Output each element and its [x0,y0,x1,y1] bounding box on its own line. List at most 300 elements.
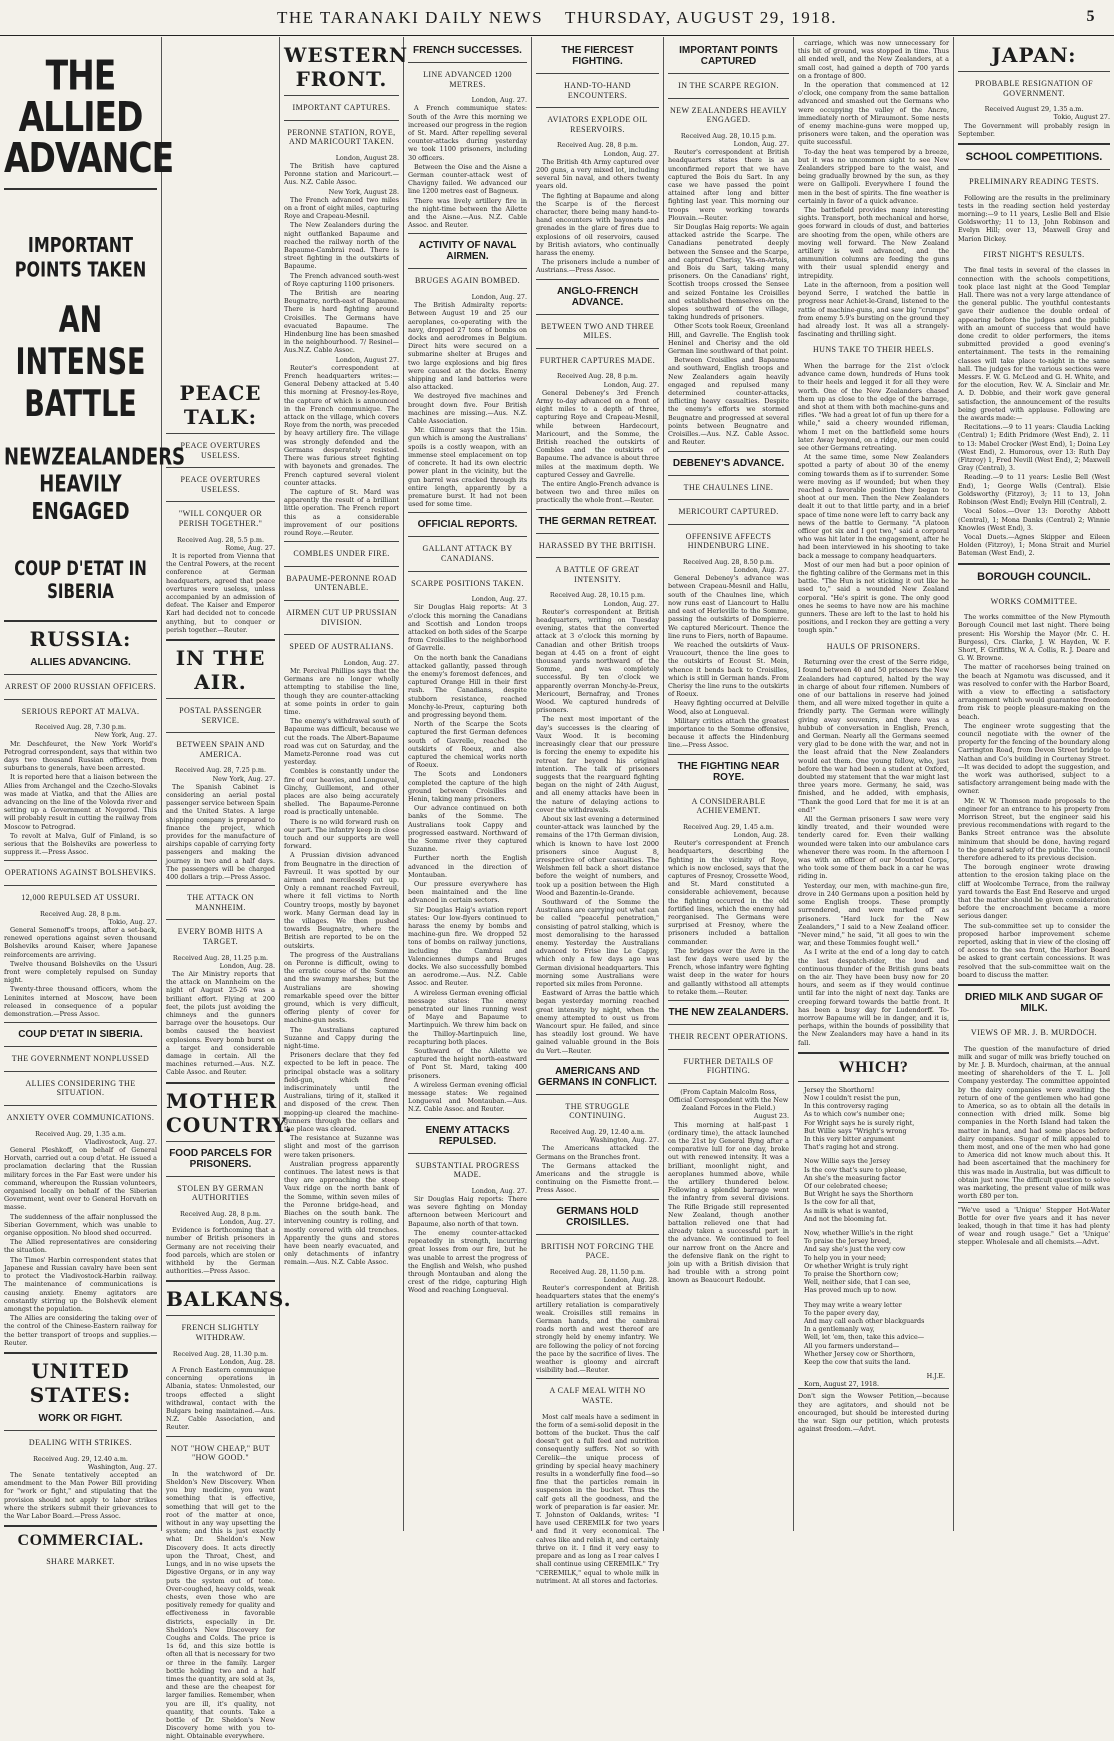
page-number: 5 [1086,8,1096,25]
divider [536,1094,659,1095]
subhead: FOOD PARCELS FOR PRISONERS. [169,1147,272,1170]
article-paragraph: The Air Ministry reports that the attack on Mannheim on the night of August 25-26 was a brilliant effort. Flying at 200 feet, the pilots just avoiding the chimneys and the gunners barrage over the housetops. Our bombs caused the heaviest explosions. Every bomb burst on a target and considerable damage in certain. All the machines returned.—Aus. N.Z. Cable Assoc. and Reuter. [166,970,275,1077]
subhead: 12,000 REPULSED AT USSURI. [21,893,140,903]
article-paragraph: About six last evening a determined counter-attack was launched by the remains of the 17th German division, which is known to have lost 2000 prisoners since August 8, irrespective of other casualties. The Welshmen fell back a short distance before the weight of numbers, and took up a position between the High Wood and Bazentin-le-Grande. [536,814,659,897]
dateline: Received Aug. 28, 11.50 p.m. [549,1267,646,1276]
article-paragraph: The suddenness of the affair nonplussed the Siberian Government, which was unable to organise opposition. No blood shed occurred. [4,1212,157,1238]
dateline: Received Aug. 28, 11.30 p.m. [172,1349,269,1358]
dateline: Received Aug. 29, 1.35 a.m. [35,1129,126,1138]
divider [668,1024,789,1025]
article-paragraph: Our advance continued on both banks of the Somme. The Australians took Cappy and progressed eastward. Northward of the Somme river they captured Suzanne. [408,804,527,854]
section-mother-country: MOTHER COUNTRY. [166,1088,293,1137]
article-paragraph: A Prussian division advanced from Beugnatre in the direction of Favreuil. It was spotted by our airmen and mercilessly cut up. Only a remnant reached Favreuil, where it fell victims to North Country troops, mostly by bayonet work. Many German dead lay in the villages. We then pushed towards Beugnatre, where the British are reported to be on the outskirts. [284,851,399,950]
poem-line: Has proved much up to now. [804,1286,897,1295]
divider [4,1105,157,1106]
divider [4,1071,157,1072]
article-paragraph: The British have captured Peronne station and Maricourt.—Aus. N.Z. Cable Assoc. [284,161,399,187]
subhead: THE GOVERNMENT NONPLUSSED [11,1054,150,1064]
article-paragraph: Yesterday, our men, with machine-gun fire, drove in 240 Germans upon a position held by some English troops. These promptly surrendered, and were marked off as prisoners. "Hard luck for the New Zealanders," I said to a New Zealand officer. "Never mind," he said, "it all goes to win the war, and these Tommies fought well." [798,881,949,948]
subhead: A CALF MEAL WITH NO WASTE. [549,1386,646,1406]
dateline: London, Aug. 27. [471,595,527,604]
divider [166,1176,275,1177]
poem-line: Well, neither side, that I can see, [804,1278,911,1287]
article-paragraph: The sub-committee set up to consider the proposed harbor improvement scheme reported, asking that in view of the closing off of access to the sea front, the Harbor Board be asked to grant certain concessions. It was resolved that the sub-committee wait on the board to discuss the matter. [958,921,1110,979]
poem-line: Is the cow for all that, [804,1198,876,1207]
article-paragraph: The New Zealanders during the night outflanked Bapaume and reached the railway north of the Bapaume-Cambrai road. There is street fighting in the outskirts of Bapaume. [284,221,399,271]
section-balkans: BALKANS. [166,1287,292,1312]
divider [4,1022,157,1023]
article-paragraph: Reuter's correspondent at French headquarters writes:—General Debeny attacked at 5.40 this morning at Fresnoy-les-Roye, the capture of which is announced in the French communique. The attack on the village, which covers Roye from the north, was preceded by heavy artillery fire. The village was strongly defended and the Germans desperately resisted. There was furious street fighting with bayonets and grenades. The French captured several violent counter attacks. [284,363,399,487]
subhead: BETWEEN SPAIN AND AMERICA. [176,740,265,759]
divider [4,699,157,700]
article-paragraph: The works committee of the New Plymouth Borough Council met last night. There being present: His Worship the Mayor (Mr. C. H. Burgess), Crs. Clarke, J. W. Hayden, W. F. Short, F. Griffiths, W. A. Collis, R. J. Deare and G. W. Browne. [958,613,1110,663]
subhead: GERMANS HOLD CROISILLES. [556,1205,639,1228]
article-paragraph: There was lively artillery fire in the night-time between the Ailette and the Aisne.—Aus. N.Z. Cable Assoc. and Reuter. [408,196,527,230]
dateline: London, Aug. 27. [603,149,659,158]
article-paragraph: carriage, which was now unnecessary for this bit of ground, was stopped in time. Thus all ended well, and the New Zealanders, at a small cost, had gained a depth of 700 yards on a frontage of 800. [798,39,949,80]
subhead: A CONSIDERABLE ACHIEVEMENT. [691,796,766,816]
divider [958,984,1110,986]
divider [536,533,659,534]
dateline: Received Aug. 29, 12.40 a.m. [550,1128,645,1136]
subhead: A BATTLE OF GREAT INTENSITY. [555,565,640,584]
divider [4,860,157,861]
article-paragraph: Eastward of Arras the battle which began yesterday morning reached great intensity by night, when the enemy attempted to oust us from Wancourt spur. He failed, and since has steadily lost ground. We have gained valuable ground in the Bois du Vert.—Reuter. [536,989,659,1055]
dateline: London, Aug. 27. [471,293,527,302]
article-paragraph: The British are nearing Beugnatre, north-east of Bapaume. There is hard fighting around Croisilles. The Germans have evacuated Bapaume. The Hindenburg line has been smashed in the neighbourhood. 7/ Resinel—Aus.N.Z. Cable Assoc. [284,289,399,355]
divider [284,600,399,601]
divider [958,589,1110,590]
article-paragraph: Heavy fighting occurred at Delville Wood, also at Longueval. [668,699,789,716]
divider [408,571,527,572]
subhead: GALLANT ATTACK BY CANADIANS. [422,544,513,563]
article-paragraph: Sir Douglas Haig reports: At 3 o'clock this morning the Canadians and Scottish and London troops attacked on both sides of the Scarpe from Croisilles to the neighborhood of Gavrelle. [408,603,527,653]
divider [166,1280,275,1282]
dateline: Washington, Aug. 27. [589,1136,659,1145]
poem-line: Or whether Wright is truly right [804,1261,909,1270]
article-paragraph: There is no wild forward rush on our part. The infantry keep in close touch and our supports are well forward. [284,817,399,851]
dateline: London, Aug. 28. [219,1357,275,1366]
divider [408,512,527,513]
divider [4,1430,157,1431]
divider [284,566,399,567]
subhead: NEW ZEALANDERS HEAVILY ENGAGED. [669,105,788,125]
article-paragraph: The fighting at Bapaume and along the Scarpe is of the fiercest character, there being many hand-to-hand encounters with bayonets and grenades in the glare of fires due to explosions of oil reservoirs, caused by British aviators, who continually harass the enemy. [536,191,659,258]
divider [166,1436,275,1437]
poem-stanza [798,1301,949,1367]
poem-line: Jersey the Shorthorn! [804,1085,875,1094]
column-7 [794,37,954,1531]
dateline: London, Aug. 27. [603,599,659,608]
article-paragraph: The borough engineer wrote drawing attention to the erosion taking place on the cliff at Woolcombe Terrace, from the railway yard towards the East End Reserve and urged that the matter should be given consideration before the encroachment became a more serious danger. [958,863,1110,921]
subhead: THE CHAULNES LINE. [683,482,774,492]
divider [166,433,275,434]
subhead: ALLIES ADVANCING. [30,657,131,668]
dateline: London, Aug. 27. [471,1186,527,1195]
dateline: Received Aug. 28, 11.25 p.m. [172,953,269,962]
subhead: COUP D'ETAT IN SIBERIA. [18,1029,143,1041]
article-paragraph: A French communique states: South of the Avre this morning we increased our progress in the region of St. Mard. After repelling several counter-attacks during yesterday we took 1100 prisoners, including 30 officers. [408,104,527,162]
dateline: London, Aug. 28. [603,1276,659,1285]
divider [166,698,275,699]
newspaper-page [0,37,1114,1741]
subhead: AVIATORS EXPLODE OIL RESERVOIRS. [547,115,648,134]
article-paragraph: Military critics attach the greatest importance to the Somme offensive, because it affects the Hindenburg line.—Press Assoc. [668,716,789,750]
article-paragraph: Southward of the Ailette we captured the height north-eastward of Pont St. Mard, taking 400 prisoners. [408,1047,527,1080]
subhead: THE GERMAN RETREAT. [538,515,657,527]
article-paragraph: The Americans attacked the Germans on the Branches front. [536,1144,659,1161]
article-paragraph: At the same time, some New Zealanders spotted a party of about 30 of the enemy coming towards them as if to surrender. Some were moving as if wounded; but when they reached a favorable position they began to shoot at our men. Then the New Zealanders dealt it out to that little party, and in a brief space of time none were left to carry back any news of the battle to Germany. "A platoon officer got six and I got two," said a corporal who was hit later in the engagement, after he had been interviewed in his shooting to take back a message to company headquarters. [798,453,949,560]
advertisement: Don't sign the Wowser Petition,—because they are agitators, and should not be encouraged, but should be interested during the war. Sign our petition, which protests against freedom.—Advt. [798,1388,949,1433]
dateline: London, Aug. 27. [343,658,399,667]
divider [536,509,659,510]
subhead: BETWEEN TWO AND THREE MILES. [540,321,655,341]
dateline: August 23. [754,1112,789,1121]
subhead: BAPAUME-PERONNE ROAD UNTENABLE. [286,573,397,593]
subhead: HARASSED BY THE BRITISH. [538,540,657,550]
article-paragraph: Mr. W. W. Thomson made proposals to the engineer for an entrance to his property from Morrison Street, but the engineer said his previous recommendations with regard to the Banks Street entrance was the absolute minimum that should be done, having regard to the general safety of the public. The council therefore adhered to its previous decision. [958,796,1110,862]
subhead: HUNS TAKE TO THEIR HEELS. [813,345,934,355]
article-paragraph: In the operation that commenced at 12 o'clock, one company from the same battalion advanced and smashed out the Germans who were occupying the valley of the Ancre, immediately north of Miraumont. Some nests of enemy machine-guns were mopped up, prisoners were taken, and the operation was quite successful. [798,81,949,147]
article-paragraph: Southward of the Somme the Australians are carrying out what can be called "peaceful penetration," consisting of patrol stalking, which is most demoralising to the harassed enemy. Yesterday the Australians advanced to Frise line Le Cappy, which only a few days ago was German divisional headquarters. This morning some Australians were reported six miles from Peronne. [536,897,659,988]
article-paragraph: Vocal Solos.—Over 13: Dorothy Abbott (Central), 1; Mona Danks (Central) 2; Winnie Knowles (West End), 3. [958,507,1110,532]
subhead: OFFICIAL REPORTS. [417,519,518,531]
article-paragraph: The Scots and Londoners completed the capture of the high ground between Croisilles and Henin, taking many prisoners. [408,770,527,803]
subhead: SUBSTANTIAL PROGRESS MADE. [415,1160,520,1180]
subhead: ACTIVITY OF NAVAL AIRMEN. [418,240,517,263]
article-paragraph: Between the Oise and the Aisne a German counter-attack west of Chavigny failed. We advanced our line 1200 metres east of Bagneux. [408,162,527,196]
article-paragraph: The Times' Harbin correspondent states that Japanese and Russian cavalry have been sent to protect the Vladivostock-Harbin railway. The maintenance of communications is causing anxiety. Enemy agitators are constantly stirring up the Bolshevik element amongst the population. [4,1255,157,1313]
dateline: Tokio, Aug. 27. [108,917,157,926]
article-paragraph: Sir Douglas Haig's aviation report states: Our low-flyers continued to harass the enemy by bombs and machine-gun fire. We dropped 52 tons of bombs on railway junctions, including the Cambrai and Valenciennes dumps and Bruges docks. We also successfully bombed an aerodrome.—Aus. N.Z. Cable Assoc. and Reuter. [408,905,527,988]
article-paragraph: This morning at half-past 1 (ordinary time), the attack launched on the 21st by General Byng after a comparative lull for one day, broke out with renewed intensity. It was a brilliant, moonlight night, and aeroplanes hummed above, while the artillery thundered below. Following a splendid barrage went the infantry from several divisions. The Rifle Brigade still represented New Zealand, though another battalion relieved one that had already taken a successful part in the advance. We continued to feel our narrow front on the Ancre and the defensive flank on the right to join up with a British division that had trouble with a strong point known as Beaucourt Redoubt. [668,1120,789,1285]
divider [536,107,659,108]
divider [536,1059,659,1060]
subhead: PEACE OVERTURES USELESS. [180,441,261,460]
column-1 [0,37,186,1567]
dateline: New York, Aug. 27. [94,731,157,740]
poem-line: Whether Jersey cow or Shorthorn, [804,1349,916,1358]
divider [668,789,789,790]
headline-newzealanders: NEWZEALANDERS HEAVILY ENGAGED [4,443,186,526]
subhead: WORKS COMMITTEE. [990,596,1078,606]
dateline: Received Aug. 29, 12.40 a.m. [33,1454,128,1463]
poem-line: In this controversy raging [804,1102,889,1111]
poem-title: WHICH? [838,1058,909,1076]
article-paragraph: Further north the English advanced in the direction of Montauban. [408,854,527,879]
divider [536,279,659,280]
article-paragraph: The Allied representatives are considering the situation. [4,1238,157,1255]
article-paragraph: Reuter's correspondent at French headquarters, describing the fighting in the vicinity of Roye, which is now enclosed, says that the captures of Fresnoy, Crossette Wood, and St. Mard constituted a considerable achievement, because the fighting occurred in the old fortified lines, which the enemy had reorganised. The Germans were surprised at Fresnoy, where the prisoners included a battalion commander. [668,839,789,946]
article-paragraph: Between Croisilles and Bapaume and southward, English troops and New Zealanders again heavily engaged and repulsed many determined counter-attacks, inflicting heavy casualties. Despite the enemy's efforts we stormed Beugnatre and progressed at several points between Beugnatre and Croisilles.—Aus. N.Z. Cable Assoc. and Reuter. [668,356,789,447]
divider [668,754,789,755]
section-united-states: UNITED STATES: [29,1358,132,1407]
article-paragraph: Sir Douglas Haig reports: There was severe fighting on Monday afternoon between Mericourt and Bapaume, also north of that town. [408,1195,527,1228]
subhead: THEIR RECENT OPERATIONS. [668,1032,788,1041]
divider [668,1083,789,1084]
subhead: EVERY BOMB HITS A TARGET. [177,927,264,946]
headline-coup-detat: COUP D'ETAT IN SIBERIA [14,556,147,604]
divider [166,1315,275,1316]
divider [4,1525,157,1527]
article-paragraph: To-day the heat was tempered by a breeze, but it was no uncommon sight to see New Zealanders stripped bare to the waist, and being gradually browned by the sun, as they were on Gallipoli. Everywhere I found the men in the best of spirits. The fine weather is certainly in favor of a quick advance. [798,147,949,205]
subhead: BRITISH NOT FORCING THE PACE. [540,1241,655,1261]
divider [958,563,1110,565]
section-dried-milk: DRIED MILK AND SUGAR OF MILK. [965,992,1103,1015]
poem-line: Of our celebrated cheese; [804,1181,888,1190]
dateline: Received Aug. 28, 8.50 p.m. [682,557,775,566]
divider [958,169,1110,170]
divider [668,1049,789,1050]
dateline: Received Aug. 28, 8 p.m. [180,1209,261,1218]
dateline: Received Aug. 28, 8 p.m. [40,909,121,918]
section-in-the-air: IN THE AIR. [175,646,266,694]
article-paragraph: The Allies are considering the taking over of the control of the Chinese-Eastern railway for the better transport of troops and supplies.—Reuter. [4,1314,157,1347]
subhead: HAULS OF PRISONERS. [826,641,921,651]
dateline: London, Aug. 27. [219,1218,275,1227]
divider [166,639,275,641]
article-paragraph: The French advanced two miles on a front of eight miles, capturing Roye and Crapeau-Mesnil. [284,195,399,221]
divider [668,499,789,500]
headline-intense-battle: AN INTENSE BATTLE [15,299,146,426]
subhead: LINE ADVANCED 1200 METRES. [423,70,512,89]
article-paragraph: General Debeney's advance was between Crapeau-Mesnil and Hallu, south of the Chaulnes line, which now runs east of Liancourt to Hallu and east of Herleville to the Somme, passing the outskirts of Dompierre. We captured Mericourt. Thence the line runs to Fiers, north of Bapaume. [668,574,789,640]
article-paragraph: Reading.—9 to 11 years: Leslie Bell (West End), 1; George Wells (Central). Elsie Goldsworthy (Fitzroy), 3; 11 to 13, John Robinson (West End); Evelyn Hill (Central), 2. [958,473,1110,507]
subhead: POSTAL PASSENGER SERVICE. [179,706,262,725]
subhead: OPERATIONS AGAINST BOLSHEVIKS. [4,868,157,878]
poem-line: As milk is what is wanted, [804,1206,889,1215]
poem-line: To praise the Shorthorn cow; [804,1270,899,1279]
dateline: Received Aug. 28, 10.15 p.m. [549,591,646,600]
article-paragraph: Returning over the crest of the Serre ridge, I found between 40 and 50 prisoners the New Zealanders had captured, halted by the way in charge of about four riflemen. Numbers of one of our battalions in reserve had joined them, and all were mixed together in quite a friendly party. The German were willingly giving away souvenirs, and there was a hubbub of conversation in English, French, and German. Nearly all the Germans seemed very glad to be done with the war, and not in the least afraid that the New Zealanders would eat them. One young fellow, who, just before the war had been a student at Oxford, doubted my statement that the war might last three years more. Germany, he said, was finished, and he added, with emphasis, "Thank the good Lord that for me it is at an end!" [798,658,949,814]
section-peace-talk: PEACE TALK: [179,381,262,429]
subhead: FURTHER DETAILS OF FIGHTING. [683,1056,774,1076]
article-paragraph: As I write at the end of a long day to catch the last despatch-rider, the loud and continuous thunder of the British guns beats on the air. They have been busy now for 20 hours, and seem as if they would continue until far into the night of next day. Tanks are creeping forward towards the battle front. It has been a busy day for Ludendorff. To-morrow Bapaume will be in danger, and it is, perhaps, within the bounds of possibility that the New Zealanders may have a hand in its fall. [798,948,949,1047]
subhead: THE NEW ZEALANDERS. [668,1007,789,1018]
divider [958,1020,1110,1021]
divider [536,1199,659,1200]
column-4 [404,37,532,1531]
article-paragraph: To revolt at Malva, Gulf of Finland, is so serious that the Bolsheviks are powerless to suppress it.—Press Assoc. [4,831,157,857]
divider [668,73,789,74]
divider [166,1141,275,1142]
article-paragraph: Following are the results in the preliminary tests in the reading section held yesterday morning:—9 to 11 years, Leslie Bell and Elsie Goldsworthy; 11 to 13, John Robinson and Evelyn Hill; over 13, Maxwell Gray and Marion Dickey. [958,193,1110,243]
poem-line: To help you in your need; [804,1253,887,1262]
section-commercial: COMMERCIAL. [17,1532,144,1550]
dateline: London, Aug. 28. [733,830,789,839]
divider [408,233,527,234]
article-paragraph: The Australians captured Suzanne and Cappy during the night-time. [284,1025,399,1051]
paper-name: THE TARANAKI DAILY NEWS [276,7,544,27]
article-paragraph: The entire Anglo-French advance is between two and three miles on practically the whole front.—Reuter. [536,480,659,505]
subhead: ARREST OF 2000 RUSSIAN OFFICERS. [4,682,157,691]
subhead: DEALING WITH STRIKES. [28,1437,133,1447]
article-paragraph: North of the Scarpe the Scots captured the first German defences south of Gavrelle, reached the outskirts of Roeux, and also captured the chemical works north of Roeux. [408,720,527,770]
subhead: BRUGES AGAIN BOMBED. [414,276,521,286]
article-paragraph: The bridges over the Avre in the last few days were used by the French, whose infantry were fighting waist deep in the water for hours and gallantly withstood all attempts to retake them.—Reuter. [668,946,789,996]
poem-line: But Wright he says the Shorthorn [804,1190,914,1199]
article-paragraph: On the north bank the Canadians attacked gallantly, passed through the enemy's foremost defences, and captured Orange Hill in their first rush. The Canadians, despite stubborn resistance, reached Monchy-le-Preux, capturing both and progressing beyond them. [408,653,527,719]
subhead: VIEWS OF MR. J. B. MURDOCH. [970,1028,1098,1038]
poem-dateline: Korn, August 27, 1918. [804,1380,879,1389]
subhead: ANXIETY OVER COMMUNICATIONS. [6,1113,155,1123]
article-paragraph: When the barrage for the 21st o'clock advance came down, hundreds of Huns took to their heels and legged it for all they were worth. One of the New Zealanders chased them up as close to the edge of the barrage, and shot at them with both machine-guns and rifles. "We had a great lot of fun up there for a while," said a cheery wounded rifleman, whom I met on the battlefield some hours later. Away beyond, on a ridge, our men could see other Germans retreating. [798,361,949,452]
article-paragraph: A wireless German evening official message states: We regained Longueval and Montauban.—Aus. N.Z. Cable Assoc. and Reuter. [408,1080,527,1114]
article-paragraph: The enemy's withdrawal south of Bapaume was difficult, because we cut the roads. The Albert-Bapaume road was cut on Saturday, and the Mametz-Peronne road was cut yesterday. [284,717,399,767]
poem-line: Now I couldn't resist the pun, [804,1093,901,1102]
dateline: Received Aug. 28, 5.5 p.m. [176,535,264,544]
article-paragraph: The next most important of the day's successes is the clearing of Vaux Wood. It is becoming increasingly clear that our pressure is forcing the enemy to expedite his retreat far beyond his original intention. The talk of prisoners suggests that the rearguard fighting began on the night of 24th August, and all enemy attacks have been in the nature of delaying actions to cover the withdrawals. [536,715,659,814]
column-8 [954,37,1114,1531]
section-western-front: WESTERN FRONT. [284,43,409,91]
issue-date: THURSDAY, AUGUST 29, 1918. [565,7,838,27]
article-paragraph: The French advanced south-west of Roye capturing 1100 prisoners. [284,271,399,288]
section-russia: RUSSIA: [29,627,132,651]
poem-line: And say she's just the very cow [804,1245,906,1254]
divider [958,143,1110,145]
dateline: London, Aug. 27. [603,380,659,389]
section-school-competitions: SCHOOL COMPETITIONS. [965,151,1103,163]
subhead: IMPORTANT POINTS CAPTURED [679,45,778,67]
subhead: SCARPE POSITIONS TAKEN. [411,578,524,588]
article-paragraph: The British Admiralty reports: Between August 19 and 25 our aeroplanes, co-operating with the navy, dropped 27 tons of bombs on docks and aerodromes in Belgium. Direct hits were secured on a submarine shelter at Bruges and two large explosions and big fires were caused at the docks. Enemy shipping and land batteries were also attacked. [408,301,527,392]
advertisement: Most calf meals have a sediment in the form of a semi-solid deposit in the bottom of the bucket. Thus the calf doesn't get a full feed and nutrition consequently suffers. Not so with Cerelik—the unique process of grinding by special heavy machinery results in a wonderfully fine food—so fine that the particles remain in suspension in the bucket. Thus the calf gets all the goodness, and the work of preparation is far easier. Mr. T. Johnston of Oaklands, writes: "I have used CEREMILK for two years and find it very economical. The calves like and relish it, and certainly thrive on it. I find it very easy to prepare and as long as I rear calves I shall continue using CEREMILK." Try "CEREMILK," equal to whole milk in nutriment. At all stores and factories. [536,1412,659,1585]
poem-line: In a gentlemanly way, [804,1325,875,1334]
dateline: London, Aug. 27. [471,96,527,105]
article-paragraph: All the German prisoners I saw were very kindly treated, and their wounded were tenderly cared for. Even their walking wounded were taken into our ambulance cars whenever there was room. In the afternoon I was with an officer of our Mounted Corps, who took some of them back in a car he was riding in. [798,815,949,881]
divider [798,1052,949,1054]
subhead: OFFENSIVE AFFECTS HINDENBURG LINE. [685,531,772,551]
dateline: Washington, Aug. 27. [87,1462,157,1471]
dateline: London, Aug. 28. [219,961,275,970]
article-paragraph: It is reported from Vienna that the Central Powers, at the recent conference at German headquarters, agreed that peace overtures were useless, unless accompanied by an admission of defeat. The Kaiser and Emperor Karl had decided not to concede anything, but to conquer or perish together.—Reuter. [166,551,275,634]
poem-line: To the paper every day, [804,1308,880,1317]
article-paragraph: The capture of St. Mard was apparently the result of a brilliant little operation. The French report this as a considerable improvement of our positions round Roye.—Reuter. [284,487,399,537]
divider [958,71,1110,72]
divider [4,620,157,622]
article-paragraph: General Pleshkoff, on behalf of General Horvath, carried out a coup d'etat. He issued a proclamation declaring that the Russian military forces in the Far East were under his command, whereupon the Russian volunteers, organised locally on behalf of the Siberian Government, went over to General Horvath en masse. [4,1146,157,1212]
subhead: NOT "HOW CHEAP," BUT "HOW GOOD." [170,1443,271,1463]
subhead: AIRMEN CUT UP PRUSSIAN DIVISION. [286,607,397,627]
poem-signature: H.J.E. [926,1372,945,1381]
article-paragraph: Combles is constantly under the fire of our heavies, and Longueval, Ginchy, Guillemont, and other places are also being accurately shelled. The Bapaume-Peronne road is practically untenable. [284,767,399,817]
article-paragraph: Vocal Duets.—Agnes Skipper and Eileen Holden (Fitzroy), 1; Mona Strait and Muriel Bateman (West End), 2. [958,532,1110,558]
subhead: SHARE MARKET. [46,1557,115,1567]
subhead: IMPORTANT CAPTURES. [292,103,391,112]
article-paragraph: The British 4th Army captured over 200 guns, a very mixed lot, including several 5in naval, and others twenty years old. [536,157,659,191]
advertisement: In the watchword of Dr. Sheldon's New Discovery. When you buy medicine, you want something that is effective, something that will get to the root of the matter at once, without in any way upsetting the system; and this is just exactly what Dr. Sheldon's New Discovery does. It acts directly upon the Throat, Chest, and Lungs, and in no wise upsets the Digestive Organs, or in any way puts the system out of tone. Over-coughed, heavy colds, weak chests, even those who are positively remedy for quality and effectiveness in favorable districts, especially in Dr. Sheldon's New Discovery for Coughs and Colds. The price is 1s 6d, and this size bottle is often all that is necessary for two or three in the family. Larger bottle holding two and a half times the quantity, are sold at 3s, and these are the cheapest for larger families. Remember, when you are ill, it's quality, not quantity, that counts. Take a bottle of Dr. Sheldon's New Discovery home with you to-night. Obtainable everywhere. [166,1469,275,1741]
poem-line: In this very bitter argument [804,1134,895,1143]
article-paragraph: The progress of the Australians on Peronne is difficult, owing to the erratic course of the Somme and the swampy marshes; but the Australians are showing remarkable speed over the bitter ground, which is very difficult, offering plenty of cover for machine-gun nests. [284,950,399,1025]
headline-important-points: IMPORTANT POINTS TAKEN [14,232,147,282]
article-paragraph: It is reported here that a liaison between the Allies from Archangel and the Czecho-Slovaks was made at Viatka, and that the Allies are advancing on the line of the Volovda river and setting up a Government at Novgorod. This will probably result in cutting the railway from Moscow to Petrograd. [4,773,157,831]
dateline: Tokio, August 27. [1053,113,1110,122]
article-paragraph: General Debeney's 3rd French Army to-day advanced on a front of eight miles to a depth of three, capturing Roye and Crapeau-Mesnil, while between Hardecourt, Maricourt, and the Somme, the British reached the outskirts of Combles and the outskirts of Bapaume. The advance is about three miles at the maximum depth. We captured Cessey and Gavrelle. [536,388,659,479]
dateline: New York, Aug. 27. [212,774,275,783]
article-paragraph: Mr. Percival Phillips says that the Germans are no longer wholly attempting to stabilise the line, though they are counter-attacking at some points in order to gain time. [284,666,399,716]
divider [408,1118,527,1119]
divider [536,73,659,74]
poem-line: An she's the measuring factor [804,1173,902,1182]
subhead: THE STRUGGLE CONTINUING. [565,1101,630,1121]
divider [536,557,659,558]
dateline: Received Aug. 29, 1.45 a.m. [683,822,774,831]
poem-line: Keep the cow that suits the land. [804,1358,911,1367]
subhead: FIRST NIGHT'S RESULTS. [983,249,1085,259]
article-paragraph: General Semenoff's troops, after a set-back, renewed operations against seven thousand Bolsheviks around Kaiser, where Japanese reinforcements are arriving. [4,926,157,959]
divider [408,1153,527,1154]
subhead: SPEED OF AUSTRALIANS. [289,642,394,652]
divider [4,188,157,190]
article-paragraph: The Senate tentatively accepted an amendment to the Man Power Bill providing for "work or fight," and stipulating that the provision should not apply to labor strikes where the strikers submit their grievances to the War Labor Board.—Press Assoc. [4,1470,157,1520]
dateline: Received Aug. 28, 7.25 p.m. [174,766,267,775]
divider [284,120,399,121]
subhead: COMBLES UNDER FIRE. [293,549,390,559]
divider [668,475,789,476]
divider [536,1378,659,1379]
poem-line: As to which cow's number one; [804,1110,905,1119]
divider [4,674,157,675]
section-borough-council: BOROUGH COUNCIL. [977,570,1091,583]
article-paragraph: Australian progress apparently continues. The latest news is that they are approaching the steep Vaux ridge on the north bank of the Somme, within seven miles of the Peronne bridge-head, and Biaches on the south bank. The intervening country is rolling, and mostly covered with old trenches. Apparently the guns and stores have been nearly evacuated, and only detachments of infantry remain.—Aus. N.Z. Cable Assoc. [284,1159,399,1267]
divider [408,62,527,63]
article-paragraph: Recitations.—9 to 11 years: Claudia Lacking (Central) 1; Edith Pridmore (West End), 2. 11 to 13: Mabel Crocker (West End), 1; Doina Ley (West End), 2. Humorous, over 13: Ruth Day (Fitzroy) 1, Fred Nevill (West End), 2; Maxwell Gray (Central), 3. [958,423,1110,473]
subhead: HAND-TO-HAND ENCOUNTERS. [564,81,631,100]
poem-line: For Wright says he is surely right, [804,1118,915,1127]
article-paragraph: Our pressure everywhere has been maintained and the line advanced in certain sectors. [408,880,527,905]
dateline: London, Aug. 27. [733,139,789,148]
divider [668,1000,789,1001]
subhead: IN THE SCARPE REGION. [678,81,779,90]
divider [166,919,275,920]
article-paragraph: Sir Douglas Haig reports: We again attacked astride the Scarpe. The Canadians penetrated deeply between the Sensee and the Scarpe, and captured Cherisy, Vis-en-Artois, and Bois du Sart, taking many prisoners. On the Canadians' right, Scottish troops crossed the Sensee and seized Fontaine les Croisilles and established themselves on the slopes southward of the village, taking hundreds of prisoners. [668,223,789,322]
dateline: Vladivostock, Aug. 27. [84,1137,157,1146]
article-paragraph: Mr. Deschfeuret, the New York World's Petrograd correspondent, says that within two days two thousand Russian officers, from suburbans to generals, have been arrested. [4,739,157,773]
subhead: THE FIERCEST FIGHTING. [561,45,634,67]
subhead: "WILL CONQUER OR PERISH TOGETHER." [178,509,263,528]
dateline: Received Aug. 28, 8 p.m. [557,141,638,150]
poem-line: Now, whether Willie's in the right [804,1229,914,1237]
article-paragraph: We reached the outskirts of Vaux-Vraucourt, thence the line goes to the outskirts of Ecoust St. Mein, whence it bends back to Croisilles, which is still in German hands. From Cherisy the line runs to the outskirts of Roeux. [668,640,789,699]
subhead: DEBENEY'S ADVANCE. [672,457,785,469]
poem-line: Is the cow that's sure to please, [804,1165,907,1174]
article-paragraph: The engineer wrote suggesting that the council negotiate with the owner of the property for the fencing of the boundary along Carrington Road, from Devon Street bridge to Nathan and Co's building in Courtenay Street.—It was decided to adopt the suggestion, and the work was authorised, subject to a satisfactory arrangement being made with the owner. [958,721,1110,796]
article-paragraph: The Government will probably resign in September. [958,121,1110,138]
poem-line: All you farmers understand— [804,1341,900,1350]
divider [284,541,399,542]
masthead [0,0,1114,36]
poem-line: And may call each other blackguards [804,1317,925,1326]
subhead: ALLIES CONSIDERING THE SITUATION. [25,1078,136,1098]
article-paragraph: Late in the afternoon, from a position well beyond Serre, I watched the battle in progress near Achiet-le-Grand, listened to the rattle of machine-guns, and saw big "crumps" from enemy 5.9's bursting on the ground they had already lost. It was all a strangely-fascinating and thrilling sight. [798,280,949,339]
column-3 [280,37,409,1531]
article-paragraph: The battlefield provides many interesting sights. Transport, both mechanical and horse, goes forward in clouds of dust, and batteries are shooting from the open, while others are moving well forward. The New Zealand artillery is well advanced, and the ammunition columns are feeding the guns with their usual splendid energy and intrepidity. [798,206,949,280]
subhead: SERIOUS REPORT AT MALVA. [21,706,140,716]
dateline: New York, August 28. [328,187,399,196]
subhead: PEACE OVERTURES USELESS. [180,475,261,494]
divider [536,348,659,349]
subhead: THE FIGHTING NEAR ROYE. [677,760,780,783]
divider [166,885,275,886]
subhead: PERONNE STATION, ROYE, AND MARICOURT TAKEN. [287,127,396,147]
divider [536,1234,659,1235]
poem-line: But Willie says "Wright's wrong [804,1126,907,1135]
dateline: London, August 28. [335,153,399,162]
article-paragraph: Twenty-three thousand officers, whom the Leninites interned at Moscow, have been released in consequence of a popular demonstration.—Press Assoc. [4,985,157,1019]
headline-allied-advance: THE ALLIED ADVANCE [4,50,174,183]
article-paragraph: Most of our men had but a poor opinion of the fighting calibre of the Germans met in this battle. "The Hun is not sticking it out like he used to," said a wounded New Zealand corporal. "He's spirit is gone. The only good ones he seems to have now are his machine gunners. These are left to the last to hold his positions, and I reckon they are getting a very tough spin." [798,560,949,635]
subhead: THE ATTACK ON MANNHEIM. [187,893,254,912]
